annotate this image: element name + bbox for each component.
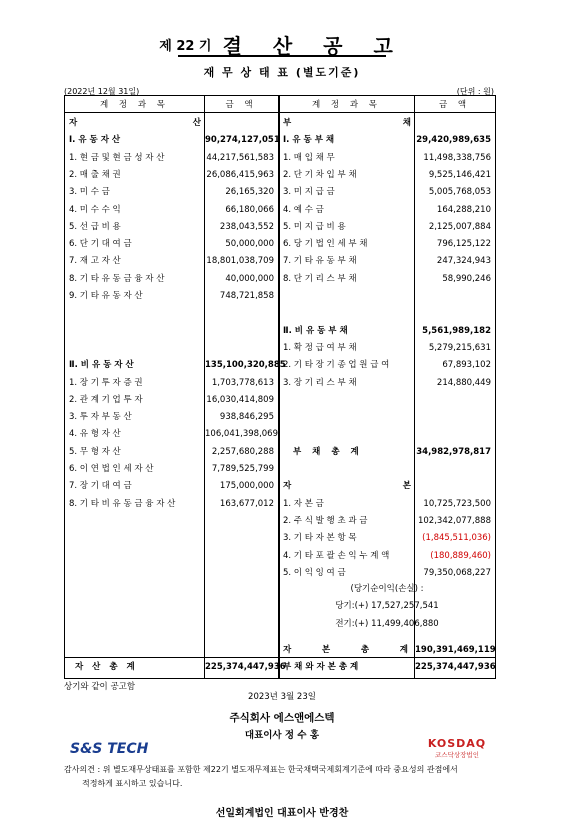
section-label-part: 자 xyxy=(69,118,78,128)
right-amount: 247,324,943 xyxy=(436,256,491,267)
net-income-current: 당기:(+) 17,527,257,541 xyxy=(335,601,439,611)
notice-date: 2023년 3월 23일 xyxy=(248,692,316,702)
section-label-part: 본 xyxy=(402,481,411,492)
assets-total-amount: 225,374,447,936 xyxy=(205,662,286,672)
left-label: 2. 관 계 기 업 투 자 xyxy=(69,394,143,405)
right-label: 1. 확 정 급 여 부 채 xyxy=(283,342,357,353)
left-label: 7. 장 기 대 여 금 xyxy=(69,481,132,492)
right-row xyxy=(65,565,495,582)
left-amount: 748,721,858 xyxy=(219,291,274,301)
section-label-part: 산 xyxy=(192,118,201,128)
left-amount: 7,789,525,799 xyxy=(211,464,274,474)
right-row xyxy=(65,115,495,132)
title-period: 제 22 기 xyxy=(159,39,212,54)
grand-total-row xyxy=(65,659,495,676)
right-label: 2. 주 식 발 행 초 과 금 xyxy=(283,515,368,526)
right-row xyxy=(65,357,495,374)
right-amount: 29,420,989,635 xyxy=(416,135,491,146)
left-amount: 16,030,414,809 xyxy=(206,394,274,405)
left-amount: 175,000,000 xyxy=(219,481,274,492)
right-amount: 79,350,068,227 xyxy=(423,567,491,578)
left-amount: 26,086,415,963 xyxy=(206,169,274,180)
header-left-amount: 금 액 xyxy=(225,100,257,110)
left-amount: 66,180,066 xyxy=(225,204,274,215)
header-right-amount: 금 액 xyxy=(438,100,471,110)
left-amount: 44,217,561,583 xyxy=(206,152,274,163)
left-label: 8. 기 타 비 유 동 금 융 자 산 xyxy=(69,498,176,509)
section-label-part: 총 xyxy=(360,645,373,655)
right-amount: (1,845,511,036) xyxy=(422,533,491,544)
right-row xyxy=(65,426,495,443)
left-label: Ⅱ. 비 유 동 자 산 xyxy=(69,360,134,371)
left-amount: 90,274,127,051 xyxy=(205,135,280,146)
right-row xyxy=(65,305,495,322)
right-label: Ⅱ. 비 유 동 부 채 xyxy=(283,325,348,336)
assets-total-label: 자 산 총 계 xyxy=(75,662,138,672)
liab-equity-total-amount: 225,374,447,936 xyxy=(415,662,496,672)
right-amount: 5,005,768,053 xyxy=(428,187,491,198)
capital-total-amount: 190,391,469,119 xyxy=(415,645,496,655)
left-amount: 40,000,000 xyxy=(225,273,274,284)
right-row xyxy=(65,323,495,340)
header-left-item: 계 정 과 목 xyxy=(100,100,169,110)
right-row xyxy=(65,444,495,461)
left-amount: 18,801,038,709 xyxy=(206,256,274,267)
section-label-part: 계 xyxy=(399,645,411,655)
right-label: 2. 기 타 장 기 종 업 원 급 여 xyxy=(283,360,390,371)
right-row xyxy=(65,496,495,513)
right-label: 3. 미 지 급 금 xyxy=(283,187,335,198)
left-amount: 163,677,012 xyxy=(219,498,274,509)
right-label: 부 채 총 계 xyxy=(293,446,363,457)
left-amount: 2,257,680,288 xyxy=(211,446,274,457)
audit-opinion-line2: 적정하게 표시하고 있습니다. xyxy=(82,779,183,788)
right-row xyxy=(65,288,495,305)
right-amount: 796,125,122 xyxy=(436,239,491,250)
left-amount: 938,846,295 xyxy=(219,412,274,423)
left-label: 6. 단 기 대 여 금 xyxy=(69,239,132,250)
statement-subtitle: 재 무 상 태 표 (별도기준) xyxy=(203,66,361,79)
left-amount: 238,043,552 xyxy=(219,221,274,232)
right-row xyxy=(65,236,495,253)
right-label: 7. 기 타 유 동 부 채 xyxy=(283,256,357,267)
right-label: 5. 이 익 잉 여 금 xyxy=(283,567,346,578)
right-label: 2. 단 기 차 입 부 채 xyxy=(283,169,357,180)
net-income-heading: (당기순이익(손실) : xyxy=(350,584,424,594)
header-rule xyxy=(65,112,495,113)
section-label-part: 본 xyxy=(321,645,334,655)
net-income-prior: 전기:(+) 11,499,406,880 xyxy=(335,619,439,629)
right-amount: 10,725,723,500 xyxy=(423,498,491,509)
left-label: 4. 미 수 수 익 xyxy=(69,204,121,215)
auditor-signature: 선일회계법인 대표이사 반경찬 xyxy=(215,808,349,819)
right-label xyxy=(283,115,411,132)
right-label: 3. 장 기 리 스 부 채 xyxy=(283,377,357,388)
left-label: 3. 미 수 금 xyxy=(69,187,110,198)
right-amount: 67,893,102 xyxy=(442,360,491,371)
left-label: 7. 재 고 자 산 xyxy=(69,256,121,267)
kosdaq-logo xyxy=(427,737,487,759)
kosdaq-logo-subtext: 코스닥상장법인 xyxy=(435,751,479,759)
left-amount: 1,703,778,613 xyxy=(211,377,274,388)
section-label-part: 채 xyxy=(402,118,411,128)
left-amount: 26,165,320 xyxy=(225,187,274,198)
right-row xyxy=(65,167,495,184)
right-label: 5. 미 지 급 비 용 xyxy=(283,221,346,232)
right-amount: 5,561,989,182 xyxy=(422,325,491,336)
right-amount: 58,990,246 xyxy=(442,273,491,284)
right-row xyxy=(65,461,495,478)
left-label: 3. 투 자 부 동 산 xyxy=(69,412,132,423)
right-amount: 11,498,338,756 xyxy=(423,152,491,163)
right-row xyxy=(65,548,495,565)
left-label: 4. 유 형 자 산 xyxy=(69,429,121,440)
left-amount: 50,000,000 xyxy=(225,239,274,250)
right-row xyxy=(65,271,495,288)
right-row xyxy=(65,478,495,495)
section-label-part: 부 xyxy=(283,118,292,128)
kosdaq-logo-text: KOSDAQ xyxy=(427,737,487,750)
right-label: 4. 예 수 금 xyxy=(283,204,324,215)
capital-total-row xyxy=(65,642,495,659)
right-row xyxy=(65,340,495,357)
left-label: 5. 무 형 자 산 xyxy=(69,446,121,457)
right-label xyxy=(283,478,411,495)
right-label: 1. 자 본 금 xyxy=(283,498,324,509)
right-label: 6. 당 기 법 인 세 부 채 xyxy=(283,239,368,250)
right-row xyxy=(65,409,495,426)
section-label-part: 자 xyxy=(283,481,292,492)
left-label: 5. 선 급 비 용 xyxy=(69,221,121,232)
right-amount: 34,982,978,817 xyxy=(416,446,491,457)
right-row xyxy=(65,132,495,149)
right-amount: 5,279,215,631 xyxy=(428,342,491,353)
right-amount: 214,880,449 xyxy=(436,377,491,388)
liab-equity-total-label: 부 채 와 자 본 총 계 xyxy=(283,662,359,672)
sns-tech-logo: S&S TECH xyxy=(70,741,149,757)
right-row xyxy=(65,202,495,219)
balance-sheet-table xyxy=(64,95,496,679)
left-amount: 135,100,320,885 xyxy=(205,360,286,371)
right-amount: 164,288,210 xyxy=(436,204,491,215)
right-label: 4. 기 타 포 괄 손 익 누 계 액 xyxy=(283,550,390,561)
date-note: (2022년 12월 31일) xyxy=(64,87,140,96)
left-amount: 106,041,398,069 xyxy=(205,429,279,440)
audit-opinion-line1: 감사의견 : 위 별도재무상태표를 포함한 제22기 별도재무제표는 한국채택국제회계기준에 따라 중요성의 관점에서 xyxy=(64,765,458,774)
capital-total-label xyxy=(283,642,411,659)
unit-note: (단위 : 원) xyxy=(456,87,494,96)
right-label: 3. 기 타 자 본 항 목 xyxy=(283,533,357,544)
right-amount: 9,525,146,421 xyxy=(428,169,491,180)
right-amount: 102,342,077,888 xyxy=(417,515,491,526)
left-label: 1. 현 금 및 현 금 성 자 산 xyxy=(69,152,165,163)
left-label: 8. 기 타 유 동 금 융 자 산 xyxy=(69,273,165,284)
right-row xyxy=(65,219,495,236)
company-name: 주식회사 에스앤에스텍 xyxy=(229,712,335,724)
right-row xyxy=(65,184,495,201)
right-row xyxy=(65,530,495,547)
left-label: Ⅰ. 유 동 자 산 xyxy=(69,135,121,146)
right-label: 8. 단 기 리 스 부 채 xyxy=(283,273,357,284)
header-right-item: 계 정 과 목 xyxy=(312,100,381,110)
left-label: 2. 매 출 채 권 xyxy=(69,169,121,180)
audit-opinion xyxy=(64,763,504,791)
section-label-part: 자 xyxy=(283,645,295,655)
right-label: 1. 매 입 채 무 xyxy=(283,152,335,163)
left-label: 9. 기 타 유 동 자 산 xyxy=(69,291,143,301)
right-label: Ⅰ. 유 동 부 채 xyxy=(283,135,335,146)
right-row xyxy=(65,392,495,409)
notice-text: 상기와 같이 공고함 xyxy=(64,682,136,692)
left-label: 1. 장 기 투 자 증 권 xyxy=(69,377,143,388)
title-underline xyxy=(178,55,386,57)
ceo-name: 대표이사 정 수 홍 xyxy=(244,730,320,741)
right-amount: 2,125,007,884 xyxy=(428,221,491,232)
right-amount: (180,889,460) xyxy=(430,550,491,561)
right-row xyxy=(65,150,495,167)
right-row xyxy=(65,375,495,392)
left-label: 6. 이 연 법 인 세 자 산 xyxy=(69,464,154,474)
title-main: 결 산 공 고 xyxy=(222,34,405,58)
right-row xyxy=(65,253,495,270)
right-row xyxy=(65,513,495,530)
